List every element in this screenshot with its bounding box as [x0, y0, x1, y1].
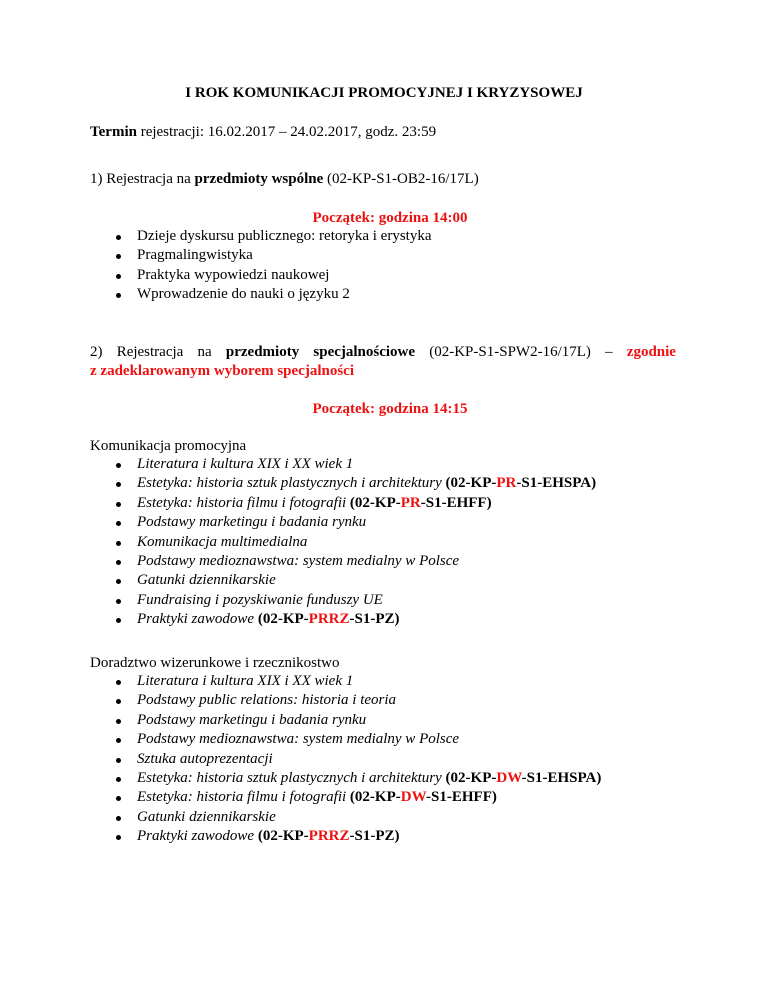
list-item: Podstawy marketingu i badania rynku [0, 513, 596, 532]
list-item: Estetyka: historia filmu i fotografii (02-KP-PR-S1-EHFF) [0, 494, 596, 513]
group2-list [0, 672, 601, 847]
registration-text: rejestracji: 16.02.2017 – 24.02.2017, godz. 23:59 [136, 124, 437, 140]
list-item: Podstawy medioznawstwa: system medialny w Polsce [0, 730, 601, 749]
list-item: Podstawy medioznawstwa: system medialny w Polsce [0, 552, 596, 571]
list-item: Wprowadzenie do nauki o języku 2 [0, 285, 432, 304]
list-item: Komunikacja multimedialna [0, 533, 596, 552]
list-item: Podstawy marketingu i badania rynku [0, 711, 601, 730]
registration-label: Termin [90, 124, 137, 140]
registration-line [90, 123, 436, 141]
list-item: Podstawy public relations: historia i teoria [0, 691, 601, 710]
list-item: Praktyka wypowiedzi naukowej [0, 266, 432, 285]
list-item: Gatunki dziennikarskie [0, 808, 601, 827]
section1-start-time: Początek: godzina 14:00 [312, 210, 468, 226]
list-item: Dzieje dyskursu publicznego: retoryka i erystyka [0, 227, 432, 246]
section2-start-time: Początek: godzina 14:15 [312, 401, 468, 417]
list-item: Fundraising i pozyskiwanie funduszy UE [0, 591, 596, 610]
list-item: Praktyki zawodowe (02-KP-PRRZ-S1-PZ) [0, 610, 596, 629]
list-item: Praktyki zawodowe (02-KP-PRRZ-S1-PZ) [0, 827, 601, 846]
group1-heading: Komunikacja promocyjna [90, 438, 247, 454]
list-item: Sztuka autoprezentacji [0, 750, 601, 769]
group1-list [0, 455, 596, 630]
list-item: Literatura i kultura XIX i XX wiek 1 [0, 672, 601, 691]
list-item: Literatura i kultura XIX i XX wiek 1 [0, 455, 596, 474]
section2-heading: 2) Rejestracja na przedmioty specjalnościowe (02-KP-S1-SPW2-16/17L) – zgodnie z zadeklarowanym wyborem specjalności [90, 344, 676, 379]
list-item: Pragmalingwistyka [0, 246, 432, 265]
list-item: Gatunki dziennikarskie [0, 571, 596, 590]
list-item: Estetyka: historia filmu i fotografii (02-KP-DW-S1-EHFF) [0, 788, 601, 807]
section1-list [0, 227, 432, 305]
group2-heading: Doradztwo wizerunkowe i rzecznikostwo [90, 655, 340, 671]
list-item: Estetyka: historia sztuk plastycznych i architektury (02-KP-PR-S1-EHSPA) [0, 474, 596, 493]
section1-heading: 1) Rejestracja na przedmioty wspólne (02-KP-S1-OB2-16/17L) [90, 171, 479, 187]
list-item: Estetyka: historia sztuk plastycznych i architektury (02-KP-DW-S1-EHSPA) [0, 769, 601, 788]
document-title: I ROK KOMUNIKACJI PROMOCYJNEJ I KRYZYSOWEJ [185, 85, 583, 101]
